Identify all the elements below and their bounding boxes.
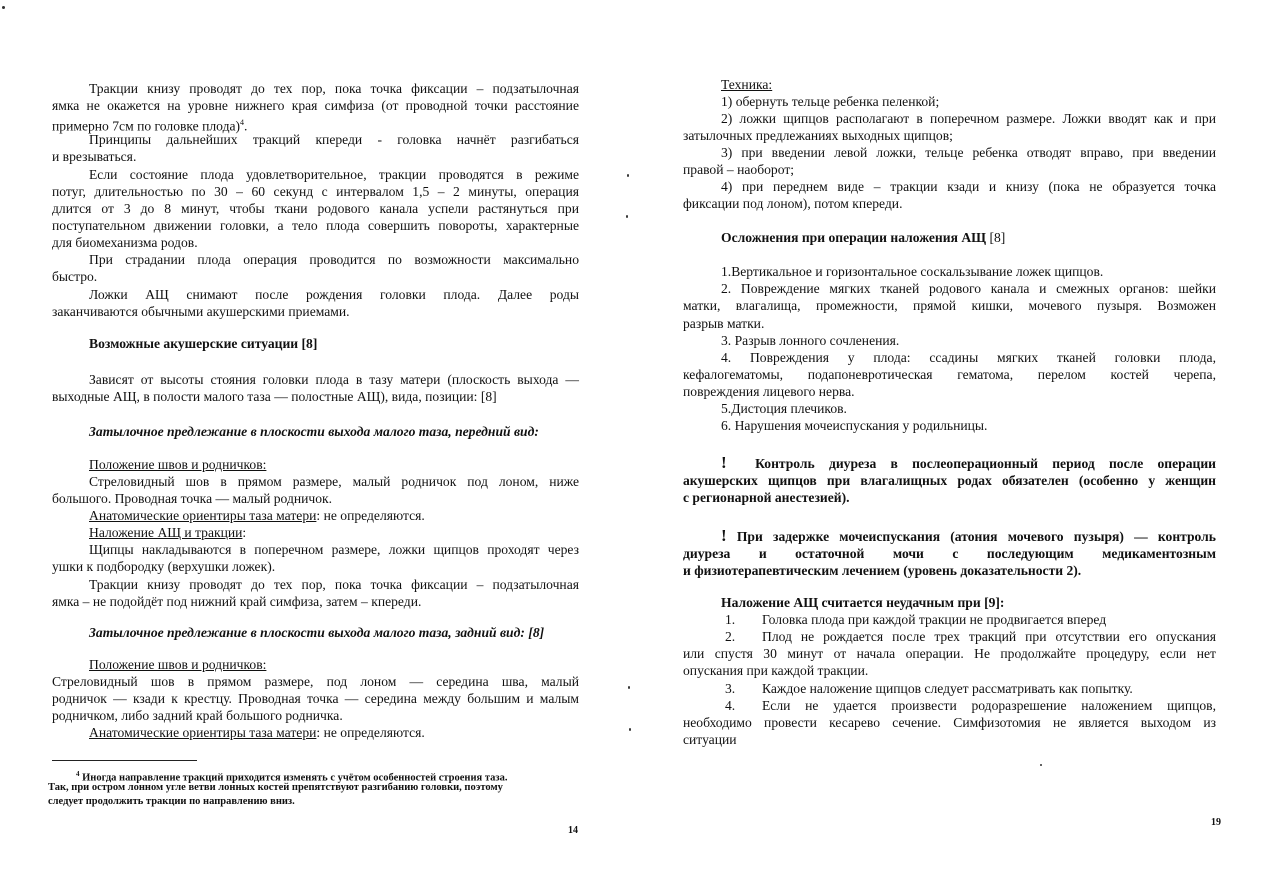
list-item: 3) при введении левой ложки, тельце ребенка отводят вправо, при введении bbox=[721, 145, 1216, 160]
paragraph-line: поступательном движении головки, а тело плода совершить повороты, характерные bbox=[52, 218, 579, 233]
paragraph-line: Тракции книзу проводят до тех пор, пока точка фиксации – подзатылочная bbox=[89, 577, 579, 592]
paragraph-line: Ложки АЩ снимают после рождения головки плода. Далее роды bbox=[89, 287, 579, 302]
paragraph-line: Наложение АЩ и тракции: bbox=[89, 525, 247, 540]
paragraph-line: ушки к подбородку (верхушки ложек). bbox=[52, 559, 276, 574]
warning-note: ! При задержке мочеиспускания (атония мочевого пузыря) — контроль bbox=[721, 526, 1216, 545]
paragraph-line: примерно 7см по головке плода)$^4$. bbox=[52, 118, 248, 134]
subheading-link: Анатомические ориентиры таза матери bbox=[89, 725, 317, 740]
list-item: кефалогематомы, подапоневротическая гематома, перелом костей черепа, bbox=[683, 367, 1216, 382]
paragraph-line: Тракции книзу проводят до тех пор, пока точка фиксации – подзатылочная bbox=[89, 81, 579, 96]
scan-speck bbox=[628, 686, 630, 689]
exclamation-icon: ! bbox=[721, 453, 727, 472]
list-item: 4. Повреждения у плода: ссадины мягких тканей головки плода, bbox=[721, 350, 1216, 365]
list-item: правой – наоборот; bbox=[683, 162, 795, 177]
list-item: повреждения лицевого нерва. bbox=[683, 384, 855, 399]
warning-note: ! Контроль диуреза в послеоперационный период после операции bbox=[721, 453, 1216, 472]
paragraph-line: Принципы дальнейших тракций кпереди - головка начнёт разгибаться bbox=[89, 132, 579, 147]
list-item: матки, влагалища, промежности, прямой кишки, мочевого пузыря. Возможен bbox=[683, 298, 1216, 313]
paragraph-line: заканчиваются обычными акушерскими приемами. bbox=[52, 304, 350, 319]
subheading-link: Положение швов и родничков: bbox=[89, 457, 267, 472]
list-item: или спустя 30 минут от начала операции. Не продолжайте процедуру, если нет bbox=[683, 646, 1216, 661]
paragraph-line: и врезываться. bbox=[52, 149, 137, 164]
section-heading: Осложнения при операции наложения АЩ [8] bbox=[721, 230, 1006, 245]
section-heading: Возможные акушерские ситуации [8] bbox=[89, 336, 318, 351]
page-number: 14 bbox=[568, 825, 578, 836]
paragraph-line: Стреловидный шов в прямом размере, под лоном — середина шва, малый bbox=[52, 674, 579, 689]
paragraph-line: родничок — кзади к крестцу. Проводная точка — середина между большим и малым bbox=[52, 691, 579, 706]
subheading-link: Наложение АЩ и тракции bbox=[89, 525, 243, 540]
list-item: затылочных предлежаниях выходных щипцов; bbox=[683, 128, 953, 143]
subsection-heading: Затылочное предлежание в плоскости выхода малого таза, передний вид: bbox=[89, 424, 539, 439]
paragraph-line: для биомеханизма родов. bbox=[52, 235, 198, 250]
list-item: 2. Повреждение мягких тканей родового канала и смежных органов: шейки bbox=[721, 281, 1216, 296]
subheading-link: Положение швов и родничков: bbox=[89, 657, 267, 672]
footnote-rule bbox=[52, 760, 197, 761]
list-item: 1) обернуть тельце ребенка пеленкой; bbox=[721, 94, 940, 109]
paragraph-line: Стреловидный шов в прямом размере, малый родничок под лоном, ниже bbox=[89, 474, 579, 489]
footnote-ref[interactable]: 4 bbox=[240, 118, 245, 127]
paragraph-line: Анатомические ориентиры таза матери: не определяются. bbox=[89, 508, 425, 523]
right-page bbox=[640, 0, 1273, 895]
list-number: 2. bbox=[725, 629, 736, 644]
list-item: Плод не рождается после трех тракций при отсутствии его опускания bbox=[762, 629, 1216, 644]
warning-note: акушерских щипцов при влагалищных родах обязателен (особенно у женщин bbox=[683, 473, 1216, 488]
subsection-heading: Затылочное предлежание в плоскости выхода малого таза, задний вид: [8] bbox=[89, 625, 545, 640]
paragraph-line: быстро. bbox=[52, 269, 98, 284]
list-item: Если не удается произвести родоразрешение наложением щипцов, bbox=[762, 698, 1216, 713]
list-item: разрыв матки. bbox=[683, 316, 765, 331]
list-item: фиксации под лоном), потом кпереди. bbox=[683, 196, 903, 211]
section-heading: Наложение АЩ считается неудачным при [9]: bbox=[721, 595, 1005, 610]
footnote-line: $^4$ Иногда направление тракций приходится изменять с учётом особенностей строения таза. bbox=[76, 770, 508, 784]
list-item: 5.Дистоция плечиков. bbox=[721, 401, 847, 416]
warning-note: и физиотерапевтическим лечением (уровень доказательности 2). bbox=[683, 563, 1082, 578]
paragraph-line: выходные АЩ, в полости малого таза — полостные АЩ), вида, позиции: [8] bbox=[52, 389, 497, 404]
list-item: ситуации bbox=[683, 732, 737, 747]
paragraph-line: потуг, длительностью по 30 – 60 секунд с интервалом 1,5 – 2 минуты, операция bbox=[52, 184, 579, 199]
scan-speck bbox=[627, 174, 629, 177]
paragraph-line: родничком, либо задний край большого родничка. bbox=[52, 708, 343, 723]
paragraph-line: Анатомические ориентиры таза матери: не определяются. bbox=[89, 725, 425, 740]
scan-speck bbox=[2, 6, 5, 9]
footnote-line: следует продолжить тракции по направлению вниз. bbox=[48, 796, 295, 807]
exclamation-icon: ! bbox=[721, 526, 727, 545]
footnote-line: Так, при остром лонном угле ветви лонных костей препятствуют разгибанию головки, поэтому bbox=[48, 782, 503, 793]
paragraph-line: большого. Проводная точка — малый родничок. bbox=[52, 491, 333, 506]
list-item: 4) при переднем виде – тракции кзади и книзу (пока не образуется точка bbox=[721, 179, 1216, 194]
page-number: 19 bbox=[1211, 817, 1221, 828]
list-item: 6. Нарушения мочеиспускания у родильницы. bbox=[721, 418, 988, 433]
list-item: 2) ложки щипцов располагают в поперечном размере. Ложки вводят как и при bbox=[721, 111, 1216, 126]
list-item: опускания при каждой тракции. bbox=[683, 663, 869, 678]
list-item: 3. Разрыв лонного сочленения. bbox=[721, 333, 900, 348]
paragraph-line: Если состояние плода удовлетворительное, тракции проводятся в режиме bbox=[89, 167, 579, 182]
paragraph-line: Зависят от высоты стояния головки плода в тазу матери (плоскость выхода — bbox=[89, 372, 579, 387]
paragraph-line: ямка – не подойдёт под нижний край симфиза, затем – кпереди. bbox=[52, 594, 422, 609]
list-item: Каждое наложение щипцов следует рассматривать как попытку. bbox=[762, 681, 1133, 696]
scan-speck bbox=[1040, 764, 1042, 766]
paragraph-line: Щипцы накладываются в поперечном размере, ложки щипцов проходят через bbox=[89, 542, 579, 557]
list-item: Головка плода при каждой тракции не продвигается вперед bbox=[762, 612, 1107, 627]
list-number: 4. bbox=[725, 698, 736, 713]
warning-note: с регионарной анестезией). bbox=[683, 490, 850, 505]
warning-note: диуреза и остаточной мочи с последующим медикаментозным bbox=[683, 546, 1216, 561]
list-item: 1.Вертикальное и горизонтальное соскальзывание ложек щипцов. bbox=[721, 264, 1104, 279]
scan-speck bbox=[629, 728, 631, 731]
paragraph-line: длится от 3 до 8 минут, чтобы ткани родового канала успели растянуться при bbox=[52, 201, 579, 216]
paragraph-line: При страдании плода операция проводится по возможности максимально bbox=[89, 252, 579, 267]
list-number: 1. bbox=[725, 612, 736, 627]
paragraph-line: ямка не окажется на уровне нижнего края симфиза (от проводной точки расстояние bbox=[52, 98, 579, 113]
scan-speck bbox=[626, 215, 628, 218]
subheading-link: Анатомические ориентиры таза матери bbox=[89, 508, 317, 523]
list-item: необходимо провести кесарево сечение. Симфизотомия не является выходом из bbox=[683, 715, 1216, 730]
subheading-link: Техника: bbox=[721, 77, 773, 92]
list-number: 3. bbox=[725, 681, 736, 696]
